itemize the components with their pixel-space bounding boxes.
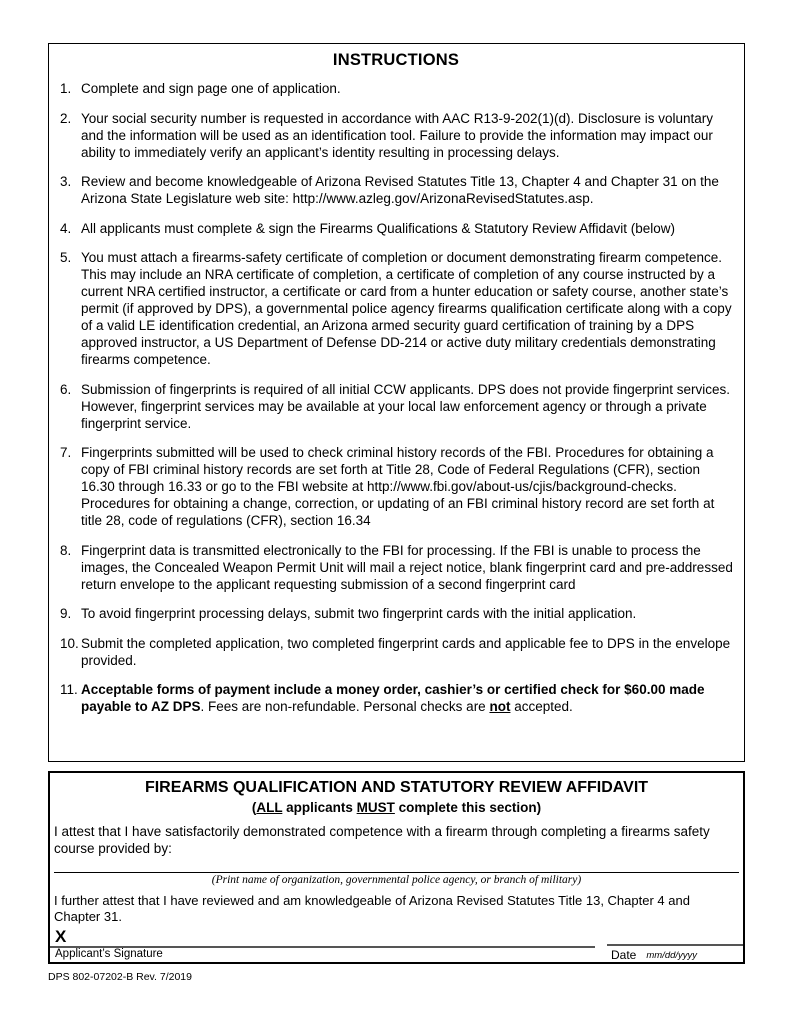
item-number: 2. — [60, 110, 72, 126]
affidavit-section — [48, 771, 745, 964]
item-number: 8. — [60, 542, 72, 558]
item-text: All applicants must complete & sign the Firearms Qualifications & Statutory Review Affidavit (below) — [81, 220, 675, 236]
x-mark: X — [55, 927, 67, 946]
affidavit-subtitle — [54, 800, 739, 815]
item-number: 7. — [60, 445, 72, 460]
item-text: Review and become knowledgeable of Arizona Revised Statutes Title 13, Chapter 4 and Chapter 31 on the Arizona State Legislature web site: http://www.azleg.gov/ArizonaRevisedStatutes.asp. — [81, 174, 719, 206]
instruction-item-11 — [57, 681, 735, 715]
attestation-text-2: I further attest that I have reviewed and am knowledgeable of Arizona Revised Statutes Title 13, Chapter 4 and Chapter 31. — [54, 893, 690, 924]
item-text: Fingerprint data is transmitted electronically to the FBI for processing. If the FBI is unable to process the images, the Concealed Weapon Permit Unit will mail a reject notice, blank fingerprint card and pre-addressed return envelope to the applicant requesting submission of a second fingerprint card — [81, 542, 733, 592]
instruction-item-4 — [57, 220, 735, 237]
item-text: Submit the completed application, two completed fingerprint cards and applicable fee to DPS in the envelope provided. — [81, 635, 731, 668]
instruction-item-9 — [57, 605, 735, 622]
subtitle-open-paren: ( — [251, 800, 257, 815]
item-text: To avoid fingerprint processing delays, submit two fingerprint cards with the initial application. — [81, 606, 637, 621]
organization-name-input-line[interactable] — [54, 872, 739, 873]
item-number: 6. — [60, 381, 72, 397]
instruction-item-10 — [57, 635, 735, 669]
date-format-hint: mm/dd/yyyy — [646, 949, 698, 961]
applicant-signature-label: Applicant’s Signature — [55, 948, 163, 960]
attestation-text-1: I attest that I have satisfactorily demonstrated competence with a firearm through completing a firearms safety course provided by: — [54, 824, 710, 856]
item-text: Fingerprints submitted will be used to check criminal history records of the FBI. Procedures for obtaining a copy of FBI criminal history records are set forth at Title 28, Code of Federal Regulations (CFR), section 16.30 through 16.33 or go to the FBI website at http://www.fbi.gov/about-us/cjis/background-checks. Procedures for obtaining a change, correction, or updating of an FBI criminal history record are set forth at title 28, code of regulations (CFR), section 16.34 — [81, 445, 715, 528]
affidavit-title: FIREARMS QUALIFICATION AND STATUTORY REVIEW AFFIDAVIT — [144, 779, 649, 796]
item-number: 1. — [60, 81, 72, 96]
subtitle-must-word: MUST — [356, 800, 395, 815]
subtitle-mid-text: applicants — [282, 800, 357, 815]
instruction-item-2 — [57, 110, 735, 161]
date-label: Date — [611, 948, 637, 962]
instruction-item-6 — [57, 381, 735, 432]
item-text: Complete and sign page one of application. — [81, 81, 341, 96]
item-text — [81, 681, 735, 715]
form-number: DPS 802-07202-B Rev. 7/2019 — [48, 971, 192, 983]
applicant-signature-line[interactable] — [50, 925, 595, 948]
instruction-item-8 — [57, 542, 735, 593]
item-text: You must attach a firearms-safety certificate of completion or document demonstrating firearm competence. This may include an NRA certificate of completion, a certificate of completion of any course instructed by a current NRA certified instructor, a certificate or card from a hunter education or safety course, another state’s permit (if approved by DPS), a governmental police agency firearms qualification certificate along with a copy of a valid LE identification credential, an Arizona armed security guard certification of training by a DPS approved instructor, a US Department of Defense DD-214 or active duty military credentials demonstrating firearms competence. — [81, 250, 732, 367]
payment-bold-text: Acceptable forms of payment include a money order, cashier’s or certified check for $60.00 made payable to AZ DPS — [81, 682, 705, 714]
item-number: 10. — [60, 635, 79, 651]
instruction-item-5 — [57, 249, 735, 368]
organization-name-label: (Print name of organization, governmental police agency, or branch of military) — [211, 874, 582, 886]
subtitle-close-text: complete this section) — [394, 800, 542, 815]
payment-not-word: not — [489, 699, 511, 714]
payment-end-text: accepted. — [510, 699, 573, 714]
item-number: 9. — [60, 606, 72, 621]
instructions-section — [48, 43, 745, 762]
item-number: 4. — [60, 220, 72, 236]
instructions-title: INSTRUCTIONS — [332, 51, 460, 69]
payment-mid-text: . Fees are non-refundable. Personal checks are — [200, 699, 490, 714]
signature-row — [54, 925, 739, 963]
item-number: 11. — [60, 682, 78, 697]
date-field[interactable] — [607, 944, 743, 963]
instruction-item-7 — [57, 444, 735, 529]
instruction-item-1 — [57, 80, 735, 97]
item-text: Your social security number is requested in accordance with AAC R13-9-202(1)(d). Disclosure is voluntary and the information will be used as an identification tool. Failure to provide the information may impact our ability to immediately verify an applicant’s identity resulting in processing delays. — [81, 110, 714, 160]
subtitle-all-word: ALL — [256, 800, 283, 815]
instruction-item-3 — [57, 173, 735, 207]
item-number: 3. — [60, 174, 72, 189]
item-number: 5. — [60, 250, 72, 265]
item-text: Submission of fingerprints is required of all initial CCW applicants. DPS does not provide fingerprint services. However, fingerprint services may be available at your local law enforcement agency or through a private fingerprint service. — [81, 381, 731, 431]
signature-column — [50, 925, 595, 963]
